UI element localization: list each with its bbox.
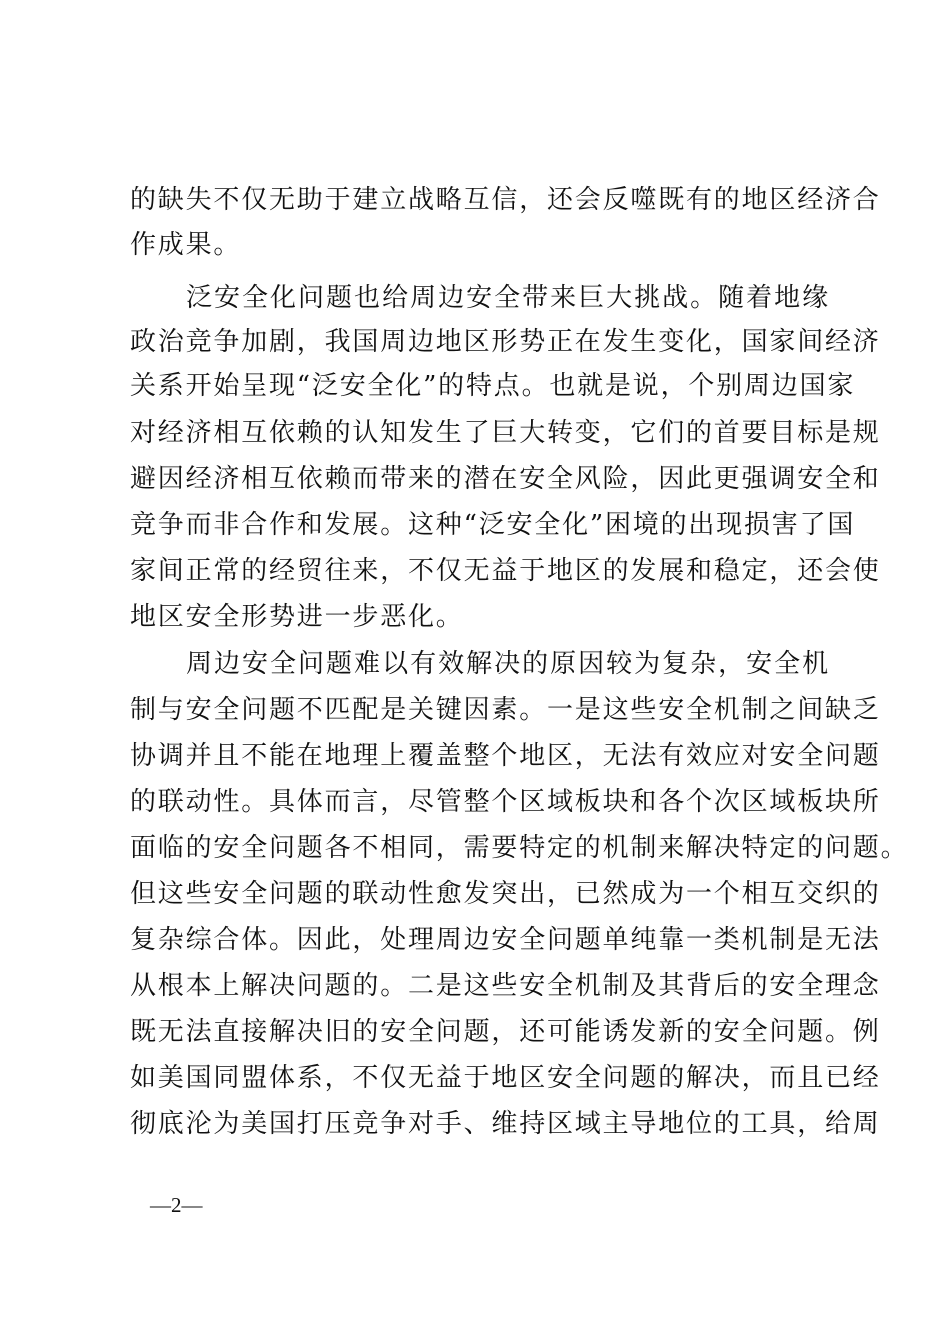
paragraph-start-line: 泛安全化问题也给周边安全带来巨大挑战。随着地缘	[130, 283, 830, 313]
text-line: 避因经济相互依赖而带来的潜在安全风险，因此更强调安全和	[130, 464, 881, 494]
text-line: 但这些安全问题的联动性愈发突出，已然成为一个相互交织的	[130, 879, 881, 909]
text-line: 协调并且不能在地理上覆盖整个地区，无法有效应对安全问题	[130, 741, 881, 771]
text-line: 如美国同盟体系，不仅无益于地区安全问题的解决，而且已经	[130, 1063, 881, 1093]
text-line: 作成果。	[130, 230, 242, 260]
text-line: 关系开始呈现“泛安全化”的特点。也就是说，个别周边国家	[130, 371, 856, 401]
text-line: 家间正常的经贸往来，不仅无益于地区的发展和稳定，还会使	[130, 556, 881, 586]
text-line: 地区安全形势进一步恶化。	[130, 602, 464, 632]
text-line: 的缺失不仅无助于建立战略互信，还会反噬既有的地区经济合	[130, 185, 881, 215]
page-number: —2—	[150, 1193, 203, 1217]
text-line: 彻底沦为美国打压竞争对手、维持区域主导地位的工具，给周	[130, 1109, 881, 1139]
text-line: 复杂综合体。因此，处理周边安全问题单纯靠一类机制是无法	[130, 925, 881, 955]
text-line: 既无法直接解决旧的安全问题，还可能诱发新的安全问题。例	[130, 1017, 881, 1047]
text-line: 从根本上解决问题的。二是这些安全机制及其背后的安全理念	[130, 971, 881, 1001]
text-line: 对经济相互依赖的认知发生了巨大转变，它们的首要目标是规	[130, 418, 881, 448]
text-line: 制与安全问题不匹配是关键因素。一是这些安全机制之间缺乏	[130, 695, 881, 725]
text-line: 面临的安全问题各不相同，需要特定的机制来解决特定的问题。	[130, 833, 909, 863]
text-line: 竞争而非合作和发展。这种“泛安全化”困境的出现损害了国	[130, 510, 856, 540]
paragraph-start-line: 周边安全问题难以有效解决的原因较为复杂，安全机	[130, 649, 830, 679]
text-line: 的联动性。具体而言，尽管整个区域板块和各个次区域板块所	[130, 787, 881, 817]
text-line: 政治竞争加剧，我国周边地区形势正在发生变化，国家间经济	[130, 327, 881, 357]
